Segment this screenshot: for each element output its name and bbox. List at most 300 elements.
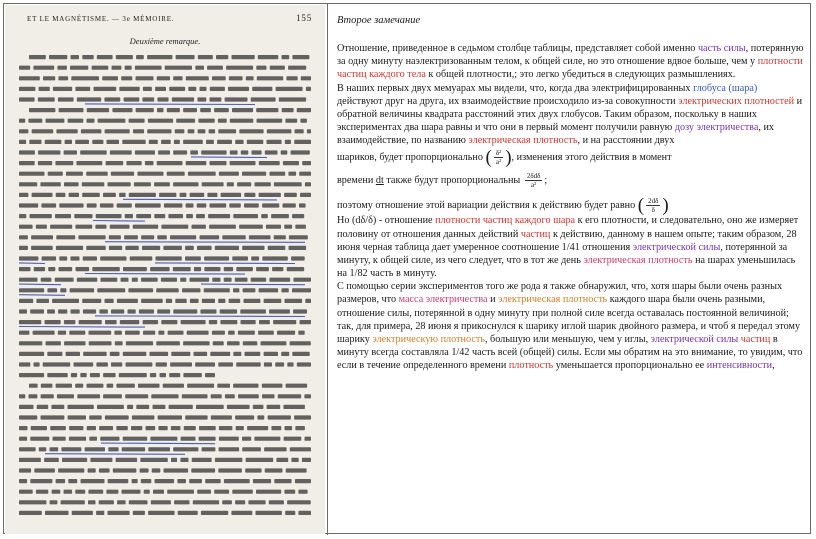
scanned-word xyxy=(169,373,180,377)
highlighted-term: электрическую плотность xyxy=(372,333,485,345)
scanned-word xyxy=(60,288,66,292)
scanned-word xyxy=(74,362,94,366)
scanned-word xyxy=(267,129,292,133)
scanned-word xyxy=(89,331,112,335)
scanned-word xyxy=(266,225,281,229)
scanned-word xyxy=(19,203,38,207)
scanned-word xyxy=(148,447,170,451)
scanned-word xyxy=(32,193,53,197)
scanned-word xyxy=(19,161,35,165)
scanned-word xyxy=(229,299,241,303)
scanned-word xyxy=(97,55,113,59)
scanned-word xyxy=(174,500,189,504)
scanned-word xyxy=(161,140,171,144)
scanned-word xyxy=(150,437,177,441)
scanned-word xyxy=(288,66,306,70)
scanned-word xyxy=(19,87,35,91)
text-run: , большую или меньшую, чем у иглы, xyxy=(484,333,651,345)
scanned-word xyxy=(264,299,282,303)
scanned-word xyxy=(225,394,235,398)
scanned-word xyxy=(19,320,41,324)
scanned-word xyxy=(243,341,257,345)
scanned-book-page xyxy=(5,5,325,534)
scanned-word xyxy=(83,256,97,260)
scanned-word xyxy=(201,511,228,515)
scanned-word xyxy=(69,193,79,197)
scanned-word xyxy=(110,150,132,154)
scanned-word xyxy=(202,447,216,451)
scanned-word xyxy=(207,66,223,70)
scanned-word xyxy=(99,426,113,430)
scanned-word xyxy=(68,119,84,123)
scanned-word xyxy=(111,172,134,176)
scanned-word xyxy=(264,352,278,356)
scanned-word xyxy=(36,490,48,494)
scanned-word xyxy=(125,66,132,70)
scanned-word xyxy=(81,129,102,133)
scanned-word xyxy=(209,225,236,229)
scanned-word xyxy=(284,437,302,441)
scanned-word xyxy=(256,490,281,494)
scanned-word xyxy=(71,309,80,313)
scanned-word xyxy=(116,55,133,59)
scanned-word xyxy=(123,267,147,271)
scanned-word xyxy=(224,278,232,282)
scanned-word xyxy=(156,362,167,366)
scanned-word xyxy=(44,458,59,462)
scanned-word xyxy=(232,108,253,112)
scanned-word xyxy=(34,267,45,271)
scanned-word xyxy=(119,373,147,377)
scanned-word xyxy=(169,405,193,409)
scanned-word xyxy=(121,278,129,282)
scanned-word xyxy=(45,140,62,144)
scanned-word xyxy=(100,256,126,260)
underline-mark xyxy=(101,443,215,444)
scanned-word xyxy=(270,172,286,176)
scanned-word xyxy=(120,320,140,324)
scanned-word xyxy=(302,161,311,165)
scanned-word xyxy=(298,490,307,494)
scanned-word xyxy=(122,490,141,494)
scanned-word xyxy=(69,437,86,441)
scanned-word xyxy=(282,108,294,112)
scanned-word xyxy=(287,500,311,504)
scanned-word xyxy=(261,214,268,218)
scanned-word xyxy=(19,352,44,356)
scanned-word xyxy=(116,426,128,430)
scanned-word xyxy=(52,490,61,494)
scanned-word xyxy=(92,140,103,144)
formula-line-2-mid: также будут пропорциональны xyxy=(386,175,521,187)
scanned-word xyxy=(46,119,65,123)
scanned-word xyxy=(50,447,59,451)
scanned-word xyxy=(268,415,291,419)
scanned-word xyxy=(19,288,44,292)
scanned-word xyxy=(134,182,151,186)
scanned-word xyxy=(292,55,309,59)
scanned-word xyxy=(287,362,293,366)
scanned-word xyxy=(255,182,271,186)
text-run: каждого шара были очень разными, отношение силы, потерянной в одну минуту при полной силе всегда оставалась постоянной величиной; так, для примера, 28 июня я прикоснулся к шарику иглой шарик двойного размера, и чтоб я передал этому шарику xyxy=(337,294,801,345)
paragraph-4-text xyxy=(337,215,798,279)
scanned-word xyxy=(75,490,85,494)
scanned-word xyxy=(294,415,311,419)
scanned-word xyxy=(265,150,278,154)
scanned-word xyxy=(56,246,83,250)
scanned-word xyxy=(75,140,89,144)
scanned-word xyxy=(150,373,156,377)
scanned-word xyxy=(151,500,171,504)
scanned-word xyxy=(213,341,224,345)
scanned-word xyxy=(195,362,215,366)
scanned-word xyxy=(135,203,161,207)
panel-divider xyxy=(327,4,328,535)
scanned-word xyxy=(31,235,53,239)
text-run: , потерянную за одну минуту наэлектризованным телом, к общей силе, но это отношение вдвое больше, чем у xyxy=(337,43,804,68)
scanned-word xyxy=(103,394,122,398)
scanned-word xyxy=(147,55,172,59)
scanned-word xyxy=(293,309,307,313)
scanned-word xyxy=(305,182,311,186)
highlighted-term: масса электричества xyxy=(398,294,488,306)
scanned-word xyxy=(109,235,121,239)
scanned-word xyxy=(19,394,25,398)
scanned-word xyxy=(19,119,25,123)
scanned-word xyxy=(225,97,248,101)
scanned-word xyxy=(19,447,36,451)
scanned-word xyxy=(164,203,183,207)
scanned-word xyxy=(47,373,67,377)
scanned-word xyxy=(276,458,288,462)
scanned-word xyxy=(287,267,305,271)
underline-mark xyxy=(155,263,295,264)
scanned-word xyxy=(207,193,217,197)
scanned-word xyxy=(64,490,73,494)
scanned-word xyxy=(125,246,138,250)
scanned-word xyxy=(173,267,191,271)
scanned-word xyxy=(241,150,249,154)
scanned-word xyxy=(168,331,184,335)
scanned-word xyxy=(268,246,286,250)
scanned-word xyxy=(19,182,37,186)
scanned-word xyxy=(167,490,194,494)
scanned-word xyxy=(19,172,45,176)
scanned-word xyxy=(148,511,175,515)
scanned-word xyxy=(269,500,284,504)
scanned-word xyxy=(244,299,261,303)
scanned-word xyxy=(264,362,272,366)
scanned-word xyxy=(173,309,197,313)
scanned-word xyxy=(99,468,110,472)
scanned-word xyxy=(103,193,116,197)
underline-mark xyxy=(95,316,305,317)
scanned-word xyxy=(58,468,84,472)
scanned-word xyxy=(199,426,216,430)
scanned-word xyxy=(291,458,298,462)
translation-heading: Второе замечание xyxy=(337,15,421,26)
scanned-word xyxy=(186,203,194,207)
text-run: действуют друг на друга, их взаимодействие происходило из-за совокупности xyxy=(337,95,679,107)
scanned-word xyxy=(108,182,131,186)
scanned-word xyxy=(28,119,42,123)
scanned-word xyxy=(212,331,225,335)
scanned-word xyxy=(205,373,215,377)
scanned-word xyxy=(97,405,124,409)
scanned-word xyxy=(88,500,96,504)
scanned-word xyxy=(173,182,198,186)
scanned-word xyxy=(227,182,234,186)
scanned-word xyxy=(83,309,96,313)
scanned-word xyxy=(248,500,265,504)
scanned-word xyxy=(176,55,195,59)
scanned-word xyxy=(267,140,282,144)
scanned-word xyxy=(197,490,211,494)
scanned-word xyxy=(285,140,291,144)
scanned-word xyxy=(246,76,254,80)
scanned-word xyxy=(45,320,61,324)
scanned-word xyxy=(214,108,229,112)
scanned-word xyxy=(238,394,259,398)
scanned-word xyxy=(55,278,74,282)
scanned-word xyxy=(177,479,186,483)
scanned-word xyxy=(305,299,311,303)
scanned-word xyxy=(283,203,296,207)
scanned-word xyxy=(149,140,158,144)
scanned-word xyxy=(286,468,307,472)
scanned-word xyxy=(219,437,239,441)
scanned-word xyxy=(19,468,31,472)
scanned-word xyxy=(148,119,173,123)
scanned-word xyxy=(163,384,184,388)
scanned-word xyxy=(163,246,182,250)
text-run: В наших первых двух мемуарах мы видели, что, когда два электрифицированных xyxy=(337,82,694,94)
scanned-word xyxy=(204,288,230,292)
scanned-word xyxy=(117,500,126,504)
scanned-word xyxy=(33,331,55,335)
scanned-word xyxy=(269,309,290,313)
highlighted-term: плотности частиц каждого тела xyxy=(337,56,803,81)
scanned-word xyxy=(176,119,195,123)
scanned-word xyxy=(216,55,228,59)
scanned-word xyxy=(233,214,258,218)
scanned-word xyxy=(211,394,222,398)
scanned-word xyxy=(200,87,207,91)
scanned-word xyxy=(197,246,212,250)
scanned-word xyxy=(180,458,188,462)
scanned-word xyxy=(56,235,75,239)
scanned-word xyxy=(59,267,73,271)
scanned-word xyxy=(227,341,240,345)
scanned-word xyxy=(105,129,130,133)
scanned-word xyxy=(231,511,252,515)
underline-mark xyxy=(93,221,145,222)
scanned-word xyxy=(282,55,290,59)
scanned-word xyxy=(190,278,210,282)
scanned-word xyxy=(113,468,137,472)
text-run: на шарах уменьшилась на 1/82 часть в минуту. xyxy=(337,254,796,280)
scanned-word xyxy=(219,447,240,451)
scanned-word xyxy=(19,246,28,250)
scanned-word xyxy=(144,490,150,494)
scanned-word xyxy=(259,193,281,197)
scanned-text-lines xyxy=(5,5,325,534)
scanned-word xyxy=(172,97,194,101)
scanned-word xyxy=(19,458,41,462)
scanned-word xyxy=(306,87,311,91)
scanned-word xyxy=(232,490,253,494)
scanned-word xyxy=(199,437,216,441)
scanned-word xyxy=(158,331,164,335)
paragraph-3-text: поэтому отношение этой вариации действия к действию будет равно xyxy=(337,200,636,212)
scanned-word xyxy=(87,108,109,112)
scanned-word xyxy=(109,246,122,250)
highlighted-term: электрической силы xyxy=(650,333,739,345)
scanned-word xyxy=(128,309,136,313)
highlighted-term: интенсивности xyxy=(706,360,773,372)
scanned-word xyxy=(61,447,81,451)
scanned-word xyxy=(62,458,87,462)
scanned-word xyxy=(116,458,138,462)
scanned-word xyxy=(251,256,259,260)
scanned-word xyxy=(88,468,96,472)
scanned-word xyxy=(273,320,296,324)
scanned-word xyxy=(188,172,216,176)
scanned-word xyxy=(281,352,289,356)
scanned-word xyxy=(249,235,271,239)
scanned-word xyxy=(182,394,208,398)
scanned-word xyxy=(261,341,287,345)
scanned-word xyxy=(155,479,175,483)
scanned-word xyxy=(47,352,62,356)
scanned-word xyxy=(180,193,187,197)
scanned-word xyxy=(190,150,198,154)
scanned-word xyxy=(123,437,148,441)
scanned-word xyxy=(202,299,215,303)
paragraph-4 xyxy=(337,214,805,280)
scanned-word xyxy=(271,426,281,430)
scanned-word xyxy=(218,129,236,133)
underline-mark xyxy=(201,284,305,285)
scanned-word xyxy=(89,415,102,419)
scanned-word xyxy=(41,394,54,398)
scanned-word xyxy=(124,235,138,239)
scanned-word xyxy=(193,500,219,504)
scanned-word xyxy=(186,214,193,218)
scanned-word xyxy=(19,405,34,409)
scanned-word xyxy=(190,193,205,197)
scanned-word xyxy=(243,288,256,292)
scanned-word xyxy=(229,203,241,207)
scanned-word xyxy=(77,97,101,101)
scanned-word xyxy=(170,235,196,239)
scanned-word xyxy=(180,278,186,282)
scanned-word xyxy=(302,458,311,462)
scanned-word xyxy=(257,76,283,80)
scanned-word xyxy=(169,87,185,91)
scanned-word xyxy=(157,161,183,165)
scanned-word xyxy=(242,437,251,441)
scanned-word xyxy=(105,415,129,419)
scanned-word xyxy=(252,87,272,91)
scanned-word xyxy=(224,479,250,483)
scanned-word xyxy=(58,331,66,335)
scanned-word xyxy=(19,479,27,483)
scanned-word xyxy=(70,66,88,70)
scanned-word xyxy=(256,66,266,70)
scanned-word xyxy=(19,373,44,377)
scanned-word xyxy=(220,309,237,313)
scanned-word xyxy=(242,447,261,451)
scanned-word xyxy=(157,309,170,313)
underline-mark xyxy=(85,274,245,275)
scanned-word xyxy=(264,447,287,451)
scanned-word xyxy=(19,214,26,218)
highlighted-term: глобуса (шара) xyxy=(693,82,758,94)
scanned-word xyxy=(125,331,140,335)
scanned-word xyxy=(152,468,161,472)
scanned-word xyxy=(211,415,232,419)
scanned-word xyxy=(276,87,303,91)
scanned-word xyxy=(187,331,209,335)
scanned-word xyxy=(235,415,254,419)
scanned-word xyxy=(96,511,104,515)
text-run: Отношение, приведенное в седьмом столбце таблицы, представляет собой именно xyxy=(337,43,698,55)
scanned-word xyxy=(59,108,84,112)
underline-mark xyxy=(19,295,65,296)
text-run: , их взаимодействие, по названию xyxy=(337,122,775,147)
scanned-word xyxy=(125,394,148,398)
formula-paren: ( xyxy=(485,147,492,169)
scanned-word xyxy=(64,320,76,324)
scanned-word xyxy=(89,437,97,441)
scanned-word xyxy=(87,119,95,123)
scanned-word xyxy=(136,76,154,80)
scanned-word xyxy=(157,76,170,80)
scanned-word xyxy=(198,55,213,59)
scanned-word xyxy=(133,511,145,515)
scanned-word xyxy=(143,320,159,324)
scanned-word xyxy=(294,140,311,144)
scanned-word xyxy=(127,405,133,409)
scanned-word xyxy=(217,384,230,388)
scanned-word xyxy=(267,405,281,409)
scanned-word xyxy=(133,129,144,133)
scanned-word xyxy=(286,76,297,80)
scanned-word xyxy=(151,394,178,398)
paragraph-2-formula-line xyxy=(337,147,805,169)
scanned-word xyxy=(185,415,207,419)
scanned-word xyxy=(188,129,195,133)
scanned-word xyxy=(64,150,77,154)
scanned-word xyxy=(259,288,279,292)
text-run: к его плотности, и следовательно, оно же измеряет половину от отношения данных действий xyxy=(337,215,799,240)
scanned-word xyxy=(239,129,263,133)
scanned-word xyxy=(259,161,280,165)
scanned-word xyxy=(38,150,60,154)
scanned-word xyxy=(156,341,180,345)
scanned-word xyxy=(257,119,283,123)
scanned-word xyxy=(58,76,68,80)
scanned-word xyxy=(111,309,124,313)
scanned-word xyxy=(106,161,124,165)
scanned-word xyxy=(190,299,199,303)
formula-paren: ) xyxy=(505,147,512,169)
scanned-word xyxy=(49,55,67,59)
scanned-word xyxy=(300,119,307,123)
scanned-word xyxy=(110,352,120,356)
fraction-2ddelta-over-delta: $\frac{2d\delta}{\delta}$ xyxy=(648,197,659,215)
